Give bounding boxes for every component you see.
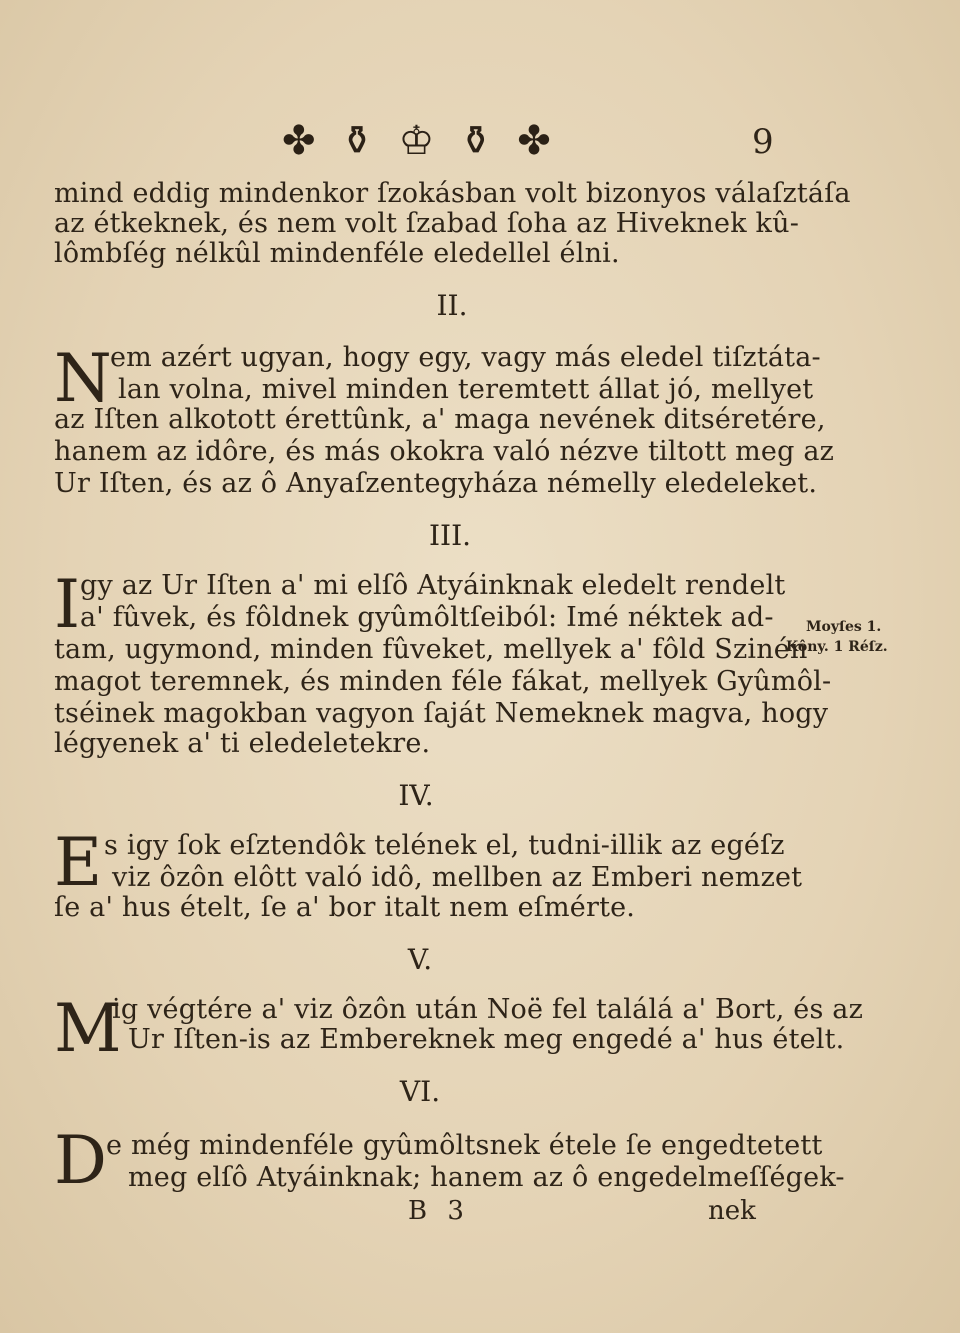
page-number: 9 — [752, 122, 774, 162]
text-line: gy az Ur Iſten a' mi elſô Atyáinknak eledelt rendelt — [80, 570, 786, 601]
text-line: hanem az idôre, és más okokra való nézve tiltott meg az — [54, 436, 835, 467]
margin-note: Kôny. 1 Réſz. — [786, 639, 888, 655]
drop-cap: I — [54, 566, 81, 643]
text-line: az Iſten alkotott érettûnk, a' maga nevének ditséretére, — [54, 404, 826, 435]
section-numeral: II. — [436, 289, 468, 322]
drop-cap: D — [54, 1122, 107, 1199]
text-line: s igy ſok eſztendôk telének el, tudni-illik az egéſz — [104, 830, 785, 861]
drop-cap: E — [54, 824, 103, 901]
text-line: az étkeknek, és nem volt ſzabad ſoha az Hiveknek kû- — [54, 208, 800, 239]
text-line: lan volna, mivel minden teremtett állat jó, mellyet — [118, 374, 814, 405]
margin-note: Moyſes 1. — [806, 619, 882, 635]
text-line: em azért ugyan, hogy egy, vagy más eledel tiſztáta- — [110, 342, 821, 373]
section-numeral: VI. — [399, 1075, 441, 1108]
drop-cap: N — [54, 340, 112, 417]
text-line: légyenek a' ti eledeletekre. — [54, 728, 431, 759]
text-line: Ur Iſten, és az ô Anyaſzentegyháza némelly eledeleket. — [54, 468, 818, 499]
ornament-header: ✤ ⚱ ♔ ⚱ ✤ — [282, 118, 557, 164]
page-header — [0, 118, 960, 168]
text-line: mind eddig mindenkor ſzokásban volt bizonyos válaſztáſa — [54, 178, 851, 209]
text-line: tséinek magokban vagyon ſaját Nemeknek magva, hogy — [54, 698, 829, 729]
text-line: a' fûvek, és fôldnek gyûmôltſeiból: Imé néktek ad- — [80, 602, 774, 633]
text-line: ig végtére a' viz ôzôn után Noë fel találá a' Bort, és az — [112, 994, 864, 1025]
text-line: lômbſég nélkûl mindenféle eledellel élni. — [54, 238, 620, 269]
text-line: e még mindenféle gyûmôltsnek étele ſe engedtetett — [106, 1130, 823, 1161]
section-numeral: IV. — [398, 779, 434, 812]
section-numeral: V. — [407, 943, 433, 976]
text-line: magot teremnek, és minden féle fákat, mellyek Gyûmôl- — [54, 666, 832, 697]
catchword: nek — [708, 1196, 756, 1226]
text-line: ſe a' hus ételt, ſe a' bor italt nem eſmérte. — [54, 892, 636, 923]
text-line: meg elſô Atyáinknak; hanem az ô engedelmeſſégek- — [128, 1162, 845, 1193]
section-numeral: III. — [428, 519, 472, 552]
text-line: viz ôzôn elôtt való idô, mellben az Emberi nemzet — [112, 862, 803, 893]
signature-mark: B 3 — [408, 1196, 470, 1226]
text-line: tam, ugymond, minden fûveket, mellyek a' fôld Szinén — [54, 634, 808, 665]
text-line: Ur Iſten-is az Embereknek meg engedé a' hus ételt. — [128, 1024, 845, 1055]
drop-cap: M — [54, 990, 122, 1067]
